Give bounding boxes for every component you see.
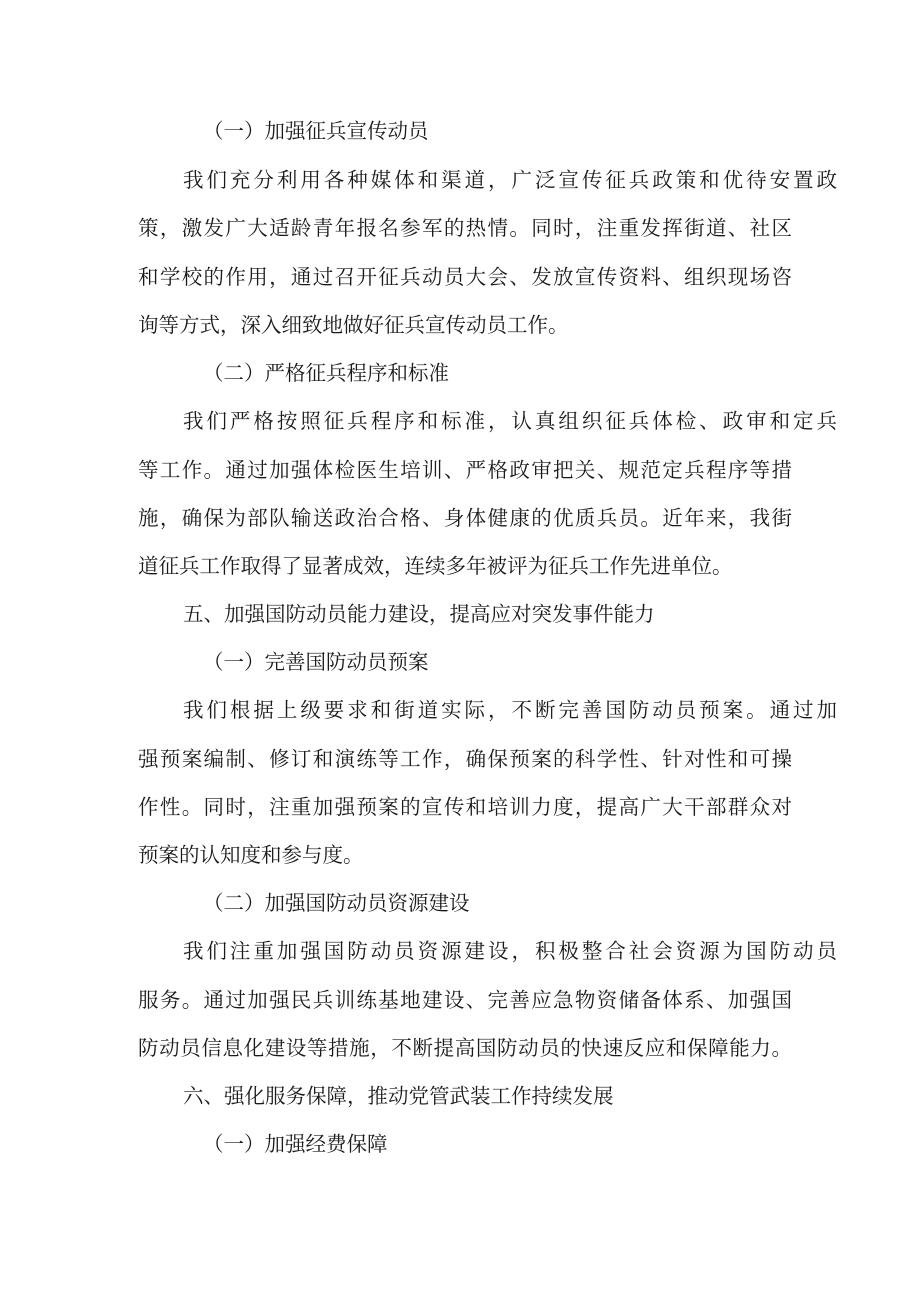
paragraph-line: 作性。同时，注重加强预案的宣传和培训力度，提高广大干部群众对: [138, 795, 792, 819]
paragraph-line: 策，激发广大适龄青年报名参军的热情。同时，注重发挥街道、社区: [138, 216, 792, 240]
paragraph-line: 询等方式，深入细致地做好征兵宣传动员工作。: [138, 313, 569, 337]
paragraph-line: 预案的认知度和参与度。: [138, 843, 364, 867]
subsection-heading: （一）加强征兵宣传动员: [203, 119, 429, 143]
paragraph-line: 我们注重加强国防动员资源建设，积极整合社会资源为国防动员: [183, 939, 837, 963]
paragraph-line: 防动员信息化建设等措施，不断提高国防动员的快速反应和保障能力。: [138, 1036, 792, 1060]
paragraph-line: 和学校的作用，通过召开征兵动员大会、发放宣传资料、组织现场咨: [138, 265, 792, 289]
paragraph-line: 我们充分利用各种媒体和渠道，广泛宣传征兵政策和优待安置政: [183, 168, 837, 192]
paragraph-line: 强预案编制、修订和演练等工作，确保预案的科学性、针对性和可操: [138, 747, 792, 771]
section-heading: 五、加强国防动员能力建设，提高应对突发事件能力: [183, 602, 655, 626]
paragraph-line: 施，确保为部队输送政治合格、身体健康的优质兵员。近年来，我街: [138, 506, 792, 530]
paragraph-line: 道征兵工作取得了显著成效，连续多年被评为征兵工作先进单位。: [138, 554, 733, 578]
paragraph-line: 服务。通过加强民兵训练基地建设、完善应急物资储备体系、加强国: [138, 988, 792, 1012]
paragraph-line: 我们严格按照征兵程序和标准，认真组织征兵体检、政审和定兵: [183, 409, 837, 433]
subsection-heading: （二）严格征兵程序和标准: [203, 361, 449, 385]
subsection-heading: （一）完善国防动员预案: [203, 650, 429, 674]
paragraph-line: 等工作。通过加强体检医生培训、严格政审把关、规范定兵程序等措: [138, 458, 792, 482]
subsection-heading: （二）加强国防动员资源建设: [203, 891, 470, 915]
paragraph-line: 我们根据上级要求和街道实际，不断完善国防动员预案。通过加: [183, 698, 837, 722]
section-heading: 六、强化服务保障，推动党管武装工作持续发展: [183, 1084, 614, 1108]
subsection-heading: （一）加强经费保障: [203, 1132, 388, 1156]
